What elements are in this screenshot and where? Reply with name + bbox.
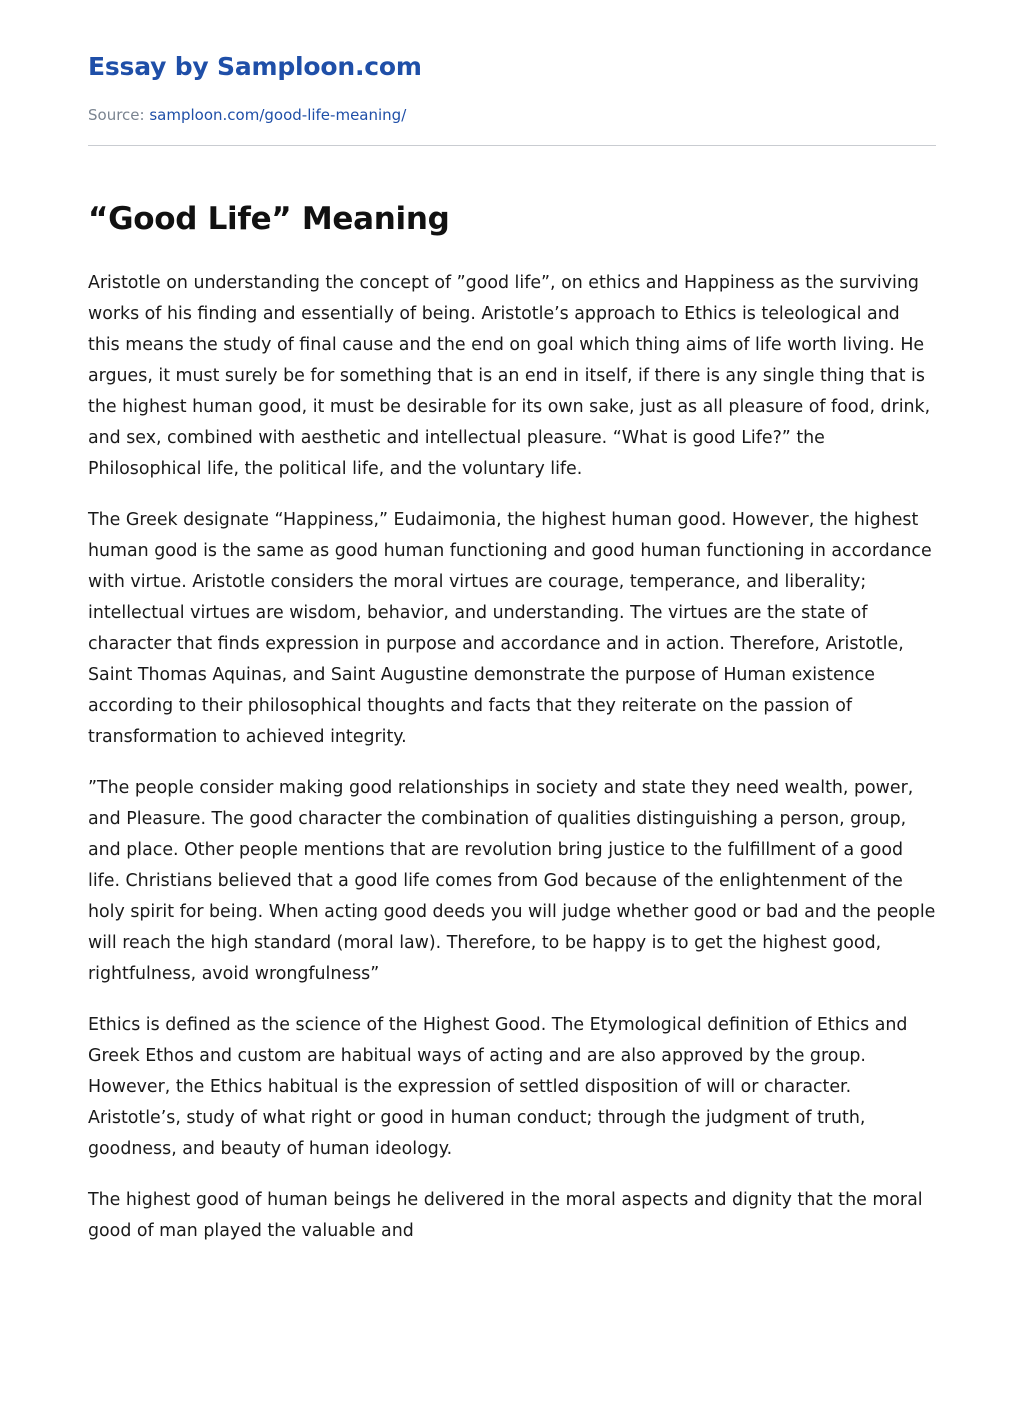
essay-paragraph: The Greek designate “Happiness,” Eudaimonia, the highest human good. However, the highest human good is the same as good human functioning and good human functioning in accordance with virtue. Aristotle considers the moral virtues are courage, temperance, and liberality; intellectual virtues are wisdom, behavior, and understanding. The virtues are the state of character that finds expression in purpose and accordance and in action. Therefore, Aristotle, Saint Thomas Aquinas, and Saint Augustine demonstrate the purpose of Human existence according to their philosophical thoughts and facts that they reiterate on the passion of transformation to achieved integrity. [88,510,932,747]
source-label: Source: [88,106,145,124]
essay-paragraph: Aristotle on understanding the concept of ”good life”, on ethics and Happiness as the surviving works of his finding and essentially of being. Aristotle’s approach to Ethics is teleological and this means the study of final cause and the end on goal which thing aims of life worth living. He argues, it must surely be for something that is an end in itself, if there is any single thing that is the highest human good, it must be desirable for its own sake, just as all pleasure of food, drink, and sex, combined with aesthetic and intellectual pleasure. “What is good Life?” the Philosophical life, the political life, and the voluntary life. [88,273,931,479]
source-line [88,106,406,124]
header-divider [88,145,936,146]
essay-paragraph: Ethics is defined as the science of the Highest Good. The Etymological definition of Ethics and Greek Ethos and custom are habitual ways of acting and are also approved by the group. However, the Ethics habitual is the expression of settled disposition of will or character. Aristotle’s, study of what right or good in human conduct; through the judgment of truth, goodness, and beauty of human ideology. [88,1015,908,1159]
essay-body [88,268,936,1267]
site-brand[interactable]: Essay by Samploon.com [88,52,422,81]
essay-paragraph: The highest good of human beings he delivered in the moral aspects and dignity that the moral good of man played the valuable and [88,1190,923,1241]
essay-paragraph: ”The people consider making good relationships in society and state they need wealth, power, and Pleasure. The good character the combination of qualities distinguishing a person, group, and place. Other people mentions that are revolution bring justice to the fulfillment of a good life. Christians believed that a good life comes from God because of the enlightenment of the holy spirit for being. When acting good deeds you will judge whether good or bad and the people will reach the high standard (moral law). Therefore, to be happy is to get the highest good, rightfulness, avoid wrongfulness” [88,778,936,984]
source-link[interactable]: samploon.com/good-life-meaning/ [149,106,407,124]
essay-title: “Good Life” Meaning [88,201,450,237]
